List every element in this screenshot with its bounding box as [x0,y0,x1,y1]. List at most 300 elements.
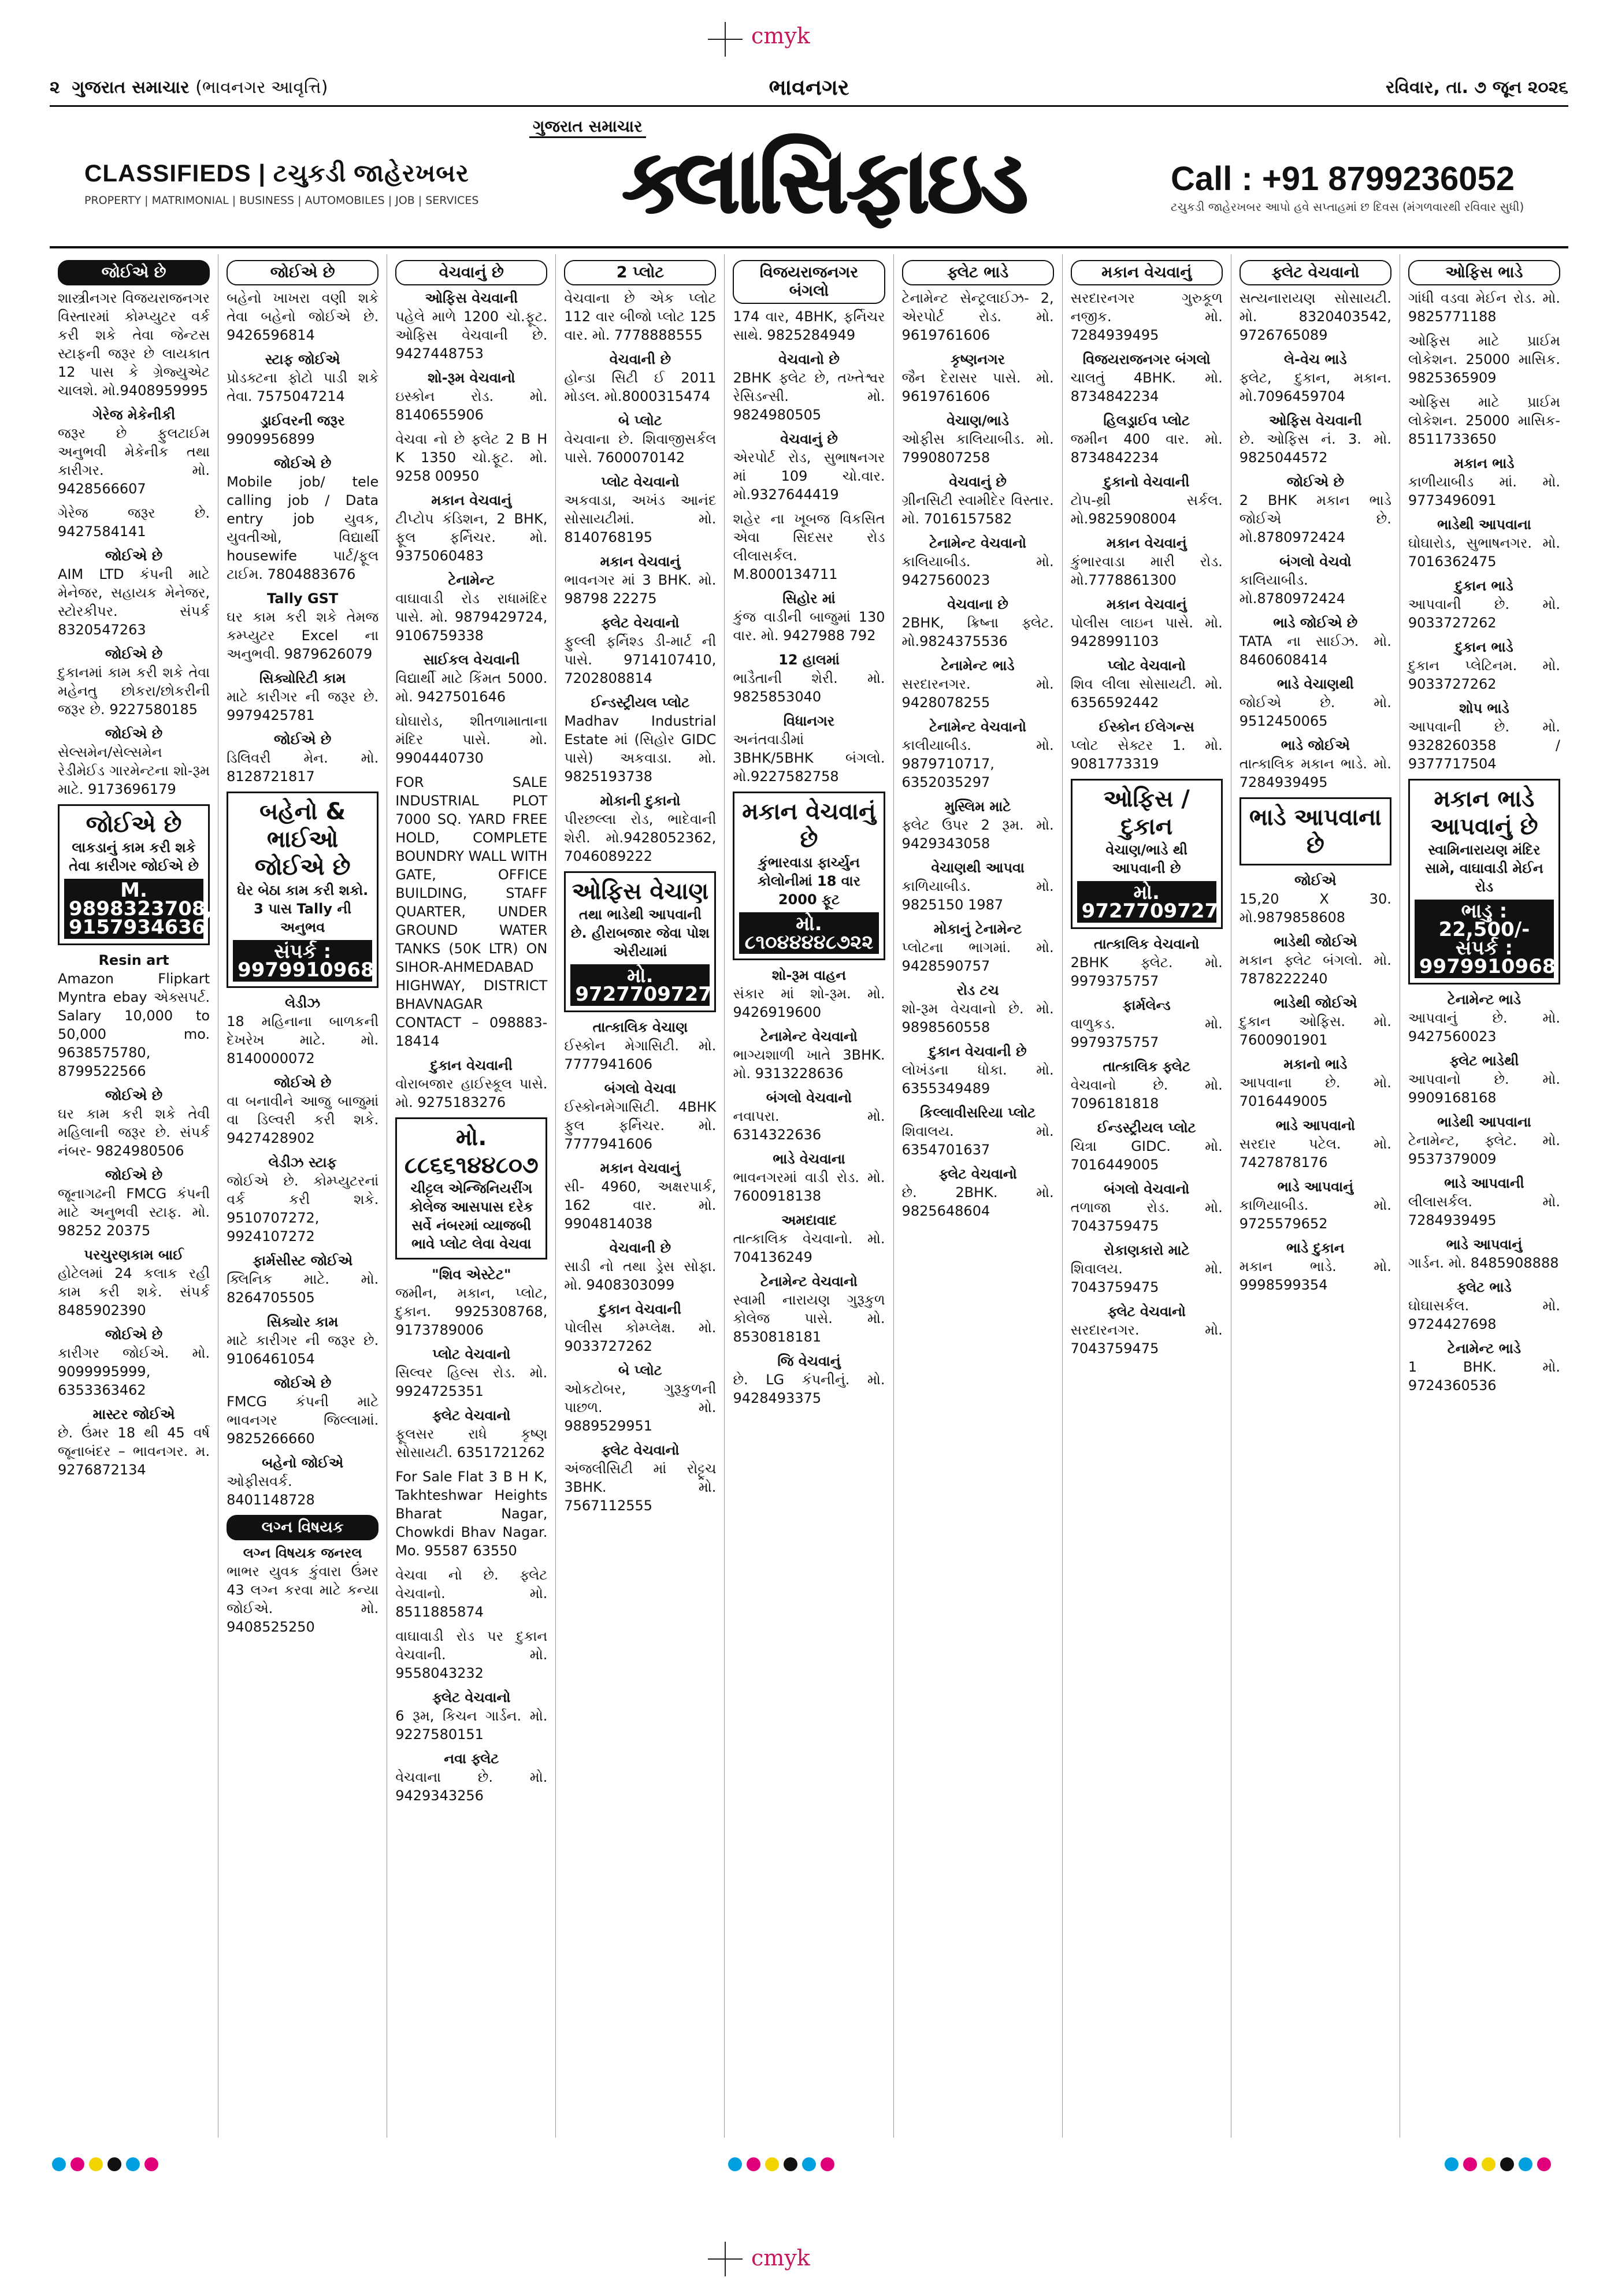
ad-heading: હિલડ્રાઈવ પ્લોટ [1103,413,1190,429]
classified-ad [1408,332,1560,387]
classified-ad [564,411,716,467]
ad-heading: વેચવાનું છે [780,431,838,447]
ad-heading: ઓફિસ વેચવાની [425,290,518,306]
ad-heading: વિધાનગર [783,713,835,729]
ad-text: For Sale Flat 3 B H K, Takhteshwar Heights Bharat Nagar, Chowkdi Bhav Nagar. Mo. 95587 63550 [395,1469,548,1559]
ad-heading: મુસ્લિમ માટે [944,798,1011,815]
classified-ad [902,473,1054,528]
classified-ad [733,307,885,344]
ad-text: ફૂલસર રાધે કૃષ્ણ સોસાયટી. 6351721262 [395,1426,548,1461]
ad-text: વાઘાવાડી રોડ પર દુકાન વેચવાની. મો. 9558043232 [395,1628,548,1681]
ad-heading: મોકાની દુકાનો [600,793,681,809]
ad-text: સેલ્સમેન/સેલ્સમેન રેડીમેઈડ ગારમેન્ટના શો-રૂમ માટે. 9173696179 [58,744,210,797]
ad-text: હોટેલમાં 24 કલાક રહી કામ કરી શકે. સંપર્ક 8485902390 [58,1265,210,1318]
ad-text: 9909956899 [227,431,315,447]
ad-heading: પ્લોટ વેચવાનો [601,474,680,490]
classified-ad [1240,1055,1391,1110]
ad-text: સરદારનગર. મો. 9428078255 [901,676,1054,711]
ad-heading: મોકાનું ટેનામેન્ટ [933,921,1022,937]
classified-ad [733,1211,885,1266]
classified-ad [564,792,716,865]
classified-ad [395,491,547,565]
ad-heading: સિહોર માં [782,590,836,607]
ad-text: પ્લોટ સેક્ટર 1. મો. 9081773319 [1070,737,1223,772]
ad-heading: ડ્રાઈવરની જરૂર [260,413,345,429]
ad-text: સત્યનારાયણ સોસાયટી. મો. 8320403542, 9726765089 [1239,290,1391,343]
classified-ad [733,1352,885,1407]
ad-text: વિદ્યાર્થી માટે કિંમત 5000. મો. 9427501646 [395,670,548,705]
ad-text: છે. 2BHK. મો. 9825648604 [901,1184,1054,1219]
ad-heading: દુકાન ભાડે [1455,578,1513,594]
ad-text: એરપોર્ટ રોડ, સુભાષનગર માં 109 ચો.વાર. મો.9327644419 [733,449,885,503]
classified-ad [1071,1302,1223,1358]
ad-text: છે. LG કંપનીનું. મો. 9428493375 [733,1372,885,1406]
ad-text: ઈસ્કોનમેગાસિટી. 4BHK ફુલ ફર્નિચર. મો. 7777941606 [564,1099,717,1152]
registration-dot [1519,2157,1532,2171]
classified-ad [902,350,1054,406]
ad-heading: મકાન ભાડે [1454,455,1515,471]
ad-text: ભાભર યુવક કુંવારા ઉંમર 43 લગ્ન કરવા માટે કન્યા જોઈએ. મો. 9408525250 [227,1563,379,1635]
classified-ad [1240,473,1391,547]
ad-heading: વિજયરાજનગર બંગલો [1082,351,1211,367]
ad-heading: દુકાન વેચવાની છે [929,1043,1027,1060]
ad-heading: ફ્લેટ વેચવાનો [601,1442,680,1458]
classified-ad [58,1405,210,1479]
classified-ad [902,920,1054,975]
ad-text: જોઈએ છે. મો. 9512450065 [1239,694,1391,729]
classified-ad [58,289,210,400]
registration-dot [1445,2157,1459,2171]
ad-text: ગાર્ડન. મો. 8485908888 [1408,1255,1559,1271]
ad-text: અનંતવાડીમાં 3BHK/5BHK બંગલો. મો.9227582758 [733,731,885,785]
classified-ad [395,289,547,363]
classified-ad [1240,994,1391,1049]
ad-heading: તાત્કાલિક વેચવાનો [1094,936,1200,952]
display-ad-text: વેચાણ/ભાડે થી આપવાની છે [1105,842,1188,876]
classified-ad [902,718,1054,792]
ad-heading: દુકાન ભાડે [1455,639,1513,655]
classified-ad [1408,454,1560,510]
ad-heading: 12 હાલમાં [778,652,840,668]
display-ad-box [58,804,213,945]
classified-ad [564,693,716,786]
ad-heading: Resin art [98,952,169,968]
ad-text: FOR SALE INDUSTRIAL PLOT 7000 SQ. YARD FREE HOLD, COMPLETE BOUNDRY WALL WITH GATE, OFFICE BUILDING, STAFF QUARTER, UNDER GROUND WATER TANKS (50K LTR) ON SIHOR-AHMEDABAD HIGHWAY, DISTRICT BHAVNAGAR CONTACT – 098883-18414 [395,774,548,1049]
ad-text: જૈન દેરાસર પાસે. મો. 9619761606 [901,370,1054,404]
classified-ad [902,411,1054,467]
classified-ad [1408,577,1560,632]
ad-heading: મકાન વેચવાનું [1106,596,1187,612]
ad-text: Mobile job/ tele calling job / Data entry job યુવક, યુવતીઓ, વિદ્યાર્થી housewife પાર્ટ/ફૂલ ટાઈમ. 7804883676 [227,474,379,582]
ad-text: સિલ્વર હિલ્સ રોડ. મો. 9924725351 [395,1365,548,1399]
classified-ad [1071,411,1223,467]
ad-text: Madhav Industrial Estate માં (સિહોર GIDC પાસે) અકવાડા. મો. 9825193738 [564,713,717,785]
ad-text: આપવાનો છે. મો. 9909168168 [1408,1071,1560,1106]
display-ad-box [395,1117,547,1260]
ad-heading: તાત્કાલિક વેચાણ [592,1019,688,1035]
classified-ad [564,1239,716,1294]
classified-ad [902,656,1054,712]
ad-heading: લેડીઝ સ્ટાફ [268,1154,337,1171]
ad-heading: મકાનો ભાડે [1283,1056,1348,1072]
ad-heading: માસ્ટર જોઈએ [92,1406,175,1422]
ad-text: 2BHK ફ્લેટ છે, તખ્તેશ્વર રેસિડન્સી. મો. 9824980505 [733,370,885,423]
ad-heading: ફ્લેટ વેચવાનો [432,1407,511,1424]
ad-text: 2 BHK મકાન ભાડે જોઈએ છે. મો.8780972424 [1239,492,1391,545]
ad-heading: ટેનામેન્ટ ભાડે [1447,1340,1521,1357]
ad-text: શિવાલય. મો. 6354701637 [901,1123,1054,1158]
ad-text: ટોપ-થ્રી સર્કલ. મો.9825908004 [1070,492,1223,527]
ad-text: ભાડૈતાની શેરી. મો. 9825853040 [733,670,885,705]
classified-ad [58,406,210,498]
ad-text: પ્રોડક્ટના ફોટો પાડી શકે તેવા. 7575047214 [227,370,379,404]
ad-text: લીલાસર્કલ. મો. 7284939495 [1408,1194,1560,1228]
ad-text: દુકાનમાં કામ કરી શકે તેવા મહેનતુ છોકરા/છોકરીની જરૂર છે. 9227580185 [58,664,210,718]
display-ad-title: બહેનો & ભાઈઓ જોઈએ છે [254,798,351,880]
display-ad-phone: મો. ૮૧૦૪૪૪૪૮૭૨૨ [739,912,878,954]
ad-text: કુંભારવાડા મારી રોડ. મો.7778861300 [1070,553,1223,588]
ad-text: ઘોઘાસર્કલ. મો. 9724427698 [1408,1298,1560,1332]
ad-heading: દુકાન વેચવાની [599,1301,681,1317]
classified-ad [1408,1235,1560,1272]
ad-text: કાળિયાબીડ. મો. 9825150 1987 [901,878,1054,913]
classified-ad [1071,473,1223,528]
ad-text: વેચવા નો છે ફ્લેટ 2 B H K 1350 ચો.ફૂટ. મો. 9258 00950 [395,431,548,484]
ad-text: ઈસ્કોન મેગાસિટી. મો. 7777941606 [564,1038,717,1072]
classified-ad [395,1627,547,1682]
ad-heading: મકાન વેચવાનું [1106,535,1187,551]
ad-heading: વેચવાનું છે [949,474,1007,490]
classified-ad [1240,736,1391,792]
ad-heading: શોપ ભાડે [1459,700,1509,716]
ad-heading: "શિવ એસ્ટેટ" [432,1266,511,1283]
classified-ad [1071,656,1223,712]
classified-ad [1071,718,1223,773]
column-header: મકાન વેચવાનું [1071,260,1223,285]
ad-text: હોન્ડા સિટી ઈ 2011 મોડલ. મો.8000315474 [564,370,717,404]
classified-ad [902,1165,1054,1220]
ad-text: જોઈએ છે. કોમ્પ્યુટરનાં વર્ક કરી શકે. 9510707272, 9924107272 [227,1173,379,1244]
column-4 [556,254,725,2138]
classified-ad [564,1441,716,1515]
ad-text: શિવ લીલા સોસાયટી. મો. 6356592442 [1070,676,1223,711]
ad-heading: રોકાણકારો માટે [1103,1242,1190,1258]
ad-heading: ભાડે આપવાનો [1275,1117,1356,1134]
ad-text: આપવાનું છે. મો. 9427560023 [1408,1010,1560,1045]
ad-text: ઘર કામ કરી શકે તેમજ કમ્પ્યુટર Excel ના અનુભવી. 9879626079 [227,609,379,662]
ad-text: ક્લિનિક માટે. મો. 8264705505 [227,1271,379,1306]
ad-heading: ટેનામેન્ટ ભાડે [941,657,1015,674]
ad-text: મકાન ફ્લેટ બંગલો. મો. 7878222240 [1239,952,1391,987]
display-ad-phone: M. 9898323708, 9157934636 [64,879,203,939]
ad-heading: સ્ટાફ જોઈએ [265,351,340,367]
classified-ad [58,1166,210,1240]
classified-ad [564,1079,716,1153]
ad-text: ફ્લેટ, દુકાન, મકાન. મો.7096459704 [1239,370,1391,404]
classified-ad [1071,996,1223,1052]
classified-ad [227,454,378,584]
ad-heading: જોઈએ છે [105,548,163,564]
call-number: Call : +91 8799236052 [1171,160,1515,198]
ad-text: ચિત્રા GIDC. મો. 7016449005 [1070,1138,1223,1173]
classified-columns [50,254,1568,2138]
classified-ad [1408,289,1560,326]
classified-ad [227,1313,378,1368]
ad-text: માટે કારીગર ની જરૂર છે. 9106461054 [227,1332,379,1367]
classified-ad [227,1153,378,1246]
ad-heading: ભાડે આપવાનું [1277,1179,1354,1195]
display-ad-phone: મો. 9727709727 [570,964,710,1006]
classified-ad [733,430,885,504]
classified-ad [564,350,716,406]
ad-text: આપવાની છે. મો. 9033727262 [1408,596,1560,631]
classified-ad [564,614,716,688]
ad-text: ભાગ્યશાળી ખાતે 3BHK. મો. 9313228636 [733,1047,885,1082]
classified-ad [1408,1113,1560,1168]
registration-dot [802,2157,816,2171]
classified-ad [395,1056,547,1112]
registration-dot [89,2157,103,2171]
registration-dot [70,2157,84,2171]
ad-text: ઓફીસ કાલિયાબીડ. મો. 7990807258 [901,431,1054,466]
ad-heading: લગ્ન વિષયક જનરલ [243,1545,362,1561]
display-ad-text: સ્વામિનારાયણ મંદિર સામે, વાઘાવાડી મેઈન રોડ [1425,842,1543,895]
column-header: ઓફિસ ભાડે [1408,260,1560,285]
column-1 [50,254,218,2138]
ad-text: FMCG કંપની માટે ભાવનગર જિલ્લામાં. 9825266660 [227,1394,379,1447]
ad-text: નવાપરા. મો. 6314322636 [733,1108,885,1143]
registration-dot [144,2157,158,2171]
classified-ad [227,1251,378,1307]
ad-heading: સિક્યોરિટી કામ [259,670,346,686]
ad-text: શાસ્ત્રીનગર વિજયરાજનગર વિસ્તારમાં કોમ્પ્યુટર વર્ક કરી શકે તેવા જેન્ટસ સ્ટાફની જરૂર છે લાયકાત 12 પાસ કે ગ્રેજ્યુએટ ચાલશે. મો.9408959995 [58,290,210,399]
classified-ad [733,510,885,584]
classified-ad [1071,534,1223,589]
display-ad-box [1071,779,1223,929]
classified-ad [227,1374,378,1448]
ad-heading: બહેનો જોઈએ [262,1455,344,1471]
ad-heading: વેચવાના છે [947,596,1008,612]
ad-heading: ભાડેથી જોઈએ [1274,934,1357,950]
registration-dot [765,2157,779,2171]
ad-heading: ભાડે વેચવાના [773,1151,845,1167]
ad-heading: ફ્લેટ વેચવાનો [938,1166,1017,1182]
classified-ad [1240,289,1391,344]
classified-ad [902,595,1054,651]
ad-heading: વેચાણ/ભાડે [947,413,1010,429]
ad-heading: ફ્લેટ વેચવાનો [1107,1303,1186,1320]
column-7 [1063,254,1231,2138]
classified-ad [395,1345,547,1400]
display-ad-title: મો. ૮૮૬૬૧૪૪૮૦૭ [404,1124,539,1179]
ad-text: TATA ના સાઈઝ. મો. 8460608414 [1239,633,1391,668]
ad-text: કાલીયાબીડ. મો. 9879710717, 6352035297 [901,737,1054,790]
ad-text: AIM LTD કંપની માટે મેનેજર, સહાયક મેનેજર, સ્ટોરકીપર. સંપર્ક 8320547263 [58,566,210,638]
column-header: ફ્લેટ વેચવાનો [1240,260,1391,285]
classified-ad [58,547,210,639]
classified-ad [227,1073,378,1147]
classified-ad [227,289,378,344]
ad-text: ડિલિવરી મેન. મો. 8128721817 [227,750,379,785]
display-ad-title: ભાડે આપવાના છે [1249,804,1382,859]
display-ad-title: જોઈએ છે [86,811,182,838]
ad-text: Amazon Flipkart Myntra ebay એક્સપર્ટ. Salary 10,000 to 50,000 mo. 9638575780, 8799522566 [58,971,210,1079]
ad-text: વેચવાનો છે. મો. 7096181818 [1070,1077,1223,1112]
categories-line: PROPERTY | MATRIMONIAL | BUSINESS | AUTOMOBILES | JOB | SERVICES [84,194,479,207]
ad-text: સરદારનગર. મો. 7043759475 [1070,1322,1223,1357]
ad-heading: જોઈએ છે [105,1167,163,1183]
ad-text: સી- 4960, અક્ષરપાર્ક, 162 વાર. મો. 9904814038 [564,1179,717,1232]
classified-ad [1240,1239,1391,1294]
ad-heading: વેચાણથી આપવા [931,860,1025,876]
classified-ad [1071,595,1223,651]
display-ad-box [1240,797,1391,865]
display-ad-box [733,792,885,960]
classified-ad [902,1042,1054,1098]
ad-text: પીરછલ્લા રોડ, ભાદેવાની શેરી. મો.9428052362, 7046089222 [564,811,717,864]
ad-text: 1 BHK. મો. 9724360536 [1408,1359,1560,1394]
ad-heading: ભાડે આપવાનું [1446,1236,1523,1253]
ad-heading: ભાડે વેચાણથી [1276,676,1354,692]
ad-heading: જોઈએ છે [105,646,163,662]
registration-mark-bottom [708,2242,743,2276]
ad-text: વાળુકડ. મો. 9979375757 [1070,1016,1223,1050]
classified-ad [1240,1116,1391,1172]
ad-text: શો-રૂમ વેચવાનો છે. મો. 9898560558 [901,1001,1054,1035]
issue-date: રવિવાર, તા. ૭ જૂન ૨૦૨૬ [1385,77,1568,98]
registration-dot [728,2157,742,2171]
ad-text: ભાવનગર માં 3 BHK. મો. 98798 22275 [564,572,717,607]
ad-text: કાળીયાબીડ માં. મો. 9773496091 [1408,474,1560,508]
classified-ad [902,289,1054,344]
ad-heading: ટેનામેન્ટ વેચવાનો [929,535,1027,551]
ad-heading: ભાડે જોઈએ [1281,737,1350,753]
ad-text: મકાન ભાડે. મો. 9998599354 [1239,1258,1391,1293]
ad-heading: જોઈએ છે [273,1375,332,1391]
classified-ad [564,552,716,608]
display-ad-box [564,871,716,1012]
classified-ad [1240,932,1391,988]
ad-heading: જિ વેચવાનું [777,1353,841,1369]
cmyk-label-top: cmyk [751,23,810,49]
ad-text: 6 રૂમ, કિચન ગાર્ડન. મો. 9227580151 [395,1708,548,1743]
ad-text: વા બનાવીને આજુ બાજુમાં વા ડિલ્વરી કરી શકે. 9427428902 [227,1093,379,1146]
ad-text: બહેનો ખાખરા વણી શકે તેવા બહેનો જોઈએ છે. 9426596814 [227,290,379,343]
classified-ad [1240,871,1391,927]
ad-heading: જોઈએ છે [273,455,332,471]
classified-ad [227,350,378,406]
ad-text: કુંજ વાડીની બાજુમાં 130 વાર. મો. 9427988 792 [733,609,885,644]
ad-heading: ફ્લેટ વેચવાનો [432,1689,511,1706]
classified-ad [227,1454,378,1509]
classified-ad [733,1088,885,1144]
ad-text: સ્વામી નારાયણ ગુરૂકુળ કોલેજ પાસે. મો. 8530818181 [733,1292,885,1345]
ad-heading: ટેનામેન્ટ વેચવાનો [760,1028,858,1045]
column-header: વિજયરાજનગર બંગલો [733,260,885,304]
classifieds-label: CLASSIFIEDS | ટચુકડી જાહેરખબર [84,159,469,187]
classified-ad [1071,1180,1223,1235]
ad-text: દુકાન પ્લેટિનમ. મો. 9033727262 [1408,657,1560,692]
ad-heading: ટેનામેન્ટ વેચવાનો [760,1273,858,1290]
ad-text: પોલીસ કોમ્પ્લેક્ષ. મો. 9033727262 [564,1320,717,1354]
ad-text: અંજલીસિટી માં રોટ્ટ્રચ 3BHK. મો. 7567112555 [564,1461,717,1514]
ad-heading: વેચવાની છે [609,1240,671,1256]
classified-ad [564,1018,716,1073]
ad-heading: ભાડેથી આપવાના [1437,1114,1531,1130]
ad-text: કાળિયાબીડ. મો. 9725579652 [1239,1197,1391,1232]
color-registration-dots-right [1445,2157,1551,2174]
page-info: ૨ ગુજરાત સમાચાર (ભાવનગર આવૃત્તિ) [50,77,328,98]
registration-dot [107,2157,121,2171]
ad-heading: Tally GST [267,590,339,607]
classified-ad [1240,614,1391,669]
ad-heading: બંગલો વેચવાનો [1104,1181,1190,1197]
display-ad-title: મકાન વેચવાનું છે [742,798,876,853]
ad-text: વોરાબજાર હાઈસ્કૂલ પાસે. મો. 9275183276 [395,1076,548,1110]
classified-ad [1408,1174,1560,1229]
classified-banner [50,113,1568,248]
ad-heading: ભાડેથી જોઈએ [1274,995,1357,1011]
ad-text: આપવાના છે. મો. 7016449005 [1239,1075,1391,1109]
ad-text: તાત્કાલિક વેચવાનો. મો. 704136249 [733,1231,885,1265]
classified-ad [1408,638,1560,693]
classified-ad [902,859,1054,914]
ad-heading: ફ્લેટ વેચવાનો [601,615,680,631]
ad-heading: મકાન વેચવાનું [431,492,512,508]
registration-dot [747,2157,760,2171]
ad-text: અકવાડા, અખંડ આનંદ સોસાયટીમાં. મો. 8140768195 [564,492,717,545]
ad-text: 2BHK ફ્લેટ. મો. 9979375757 [1070,954,1223,989]
ad-heading: સાઈકલ વેચવાની [423,652,520,668]
classified-ad [564,473,716,547]
classified-ad [58,725,210,798]
ad-heading: જોઈએ છે [105,726,163,742]
ad-text: સંકાર માં શો-રૂમ. મો. 9426919600 [733,986,885,1020]
ad-heading: ઈન્ડસ્ટ્રીયલ પ્લોટ [1097,1120,1196,1136]
ad-text: ઓફીસવર્ક. 8401148728 [227,1473,315,1508]
classified-ad [227,994,378,1068]
classified-ad [902,981,1054,1036]
ad-text: ફ્લેટ ઉપર 2 રૂમ. મો. 9429343058 [901,817,1054,852]
call-note: ટચુકડી જાહેરખબર આપો હવે સપ્તાહમાં છ દિવસ (મંગળવારથી રવિવાર સુધી) [1171,200,1524,214]
ad-heading: દુકાનો વેચવાની [1104,474,1190,490]
classified-ad [733,1150,885,1205]
column-header: જોઈએ છે [58,260,210,285]
ad-text: ઓફિસ માટે પ્રાઈમ લોકેશન. 25000 માસિક- 8511733650 [1408,394,1560,447]
ad-text: ગ્રીનસિટી સ્વામીદેર વિસ્તાર. મો. 7016157582 [901,492,1054,527]
ad-text: જરૂર છે ફુલટાઈમ અનુભવી મેકેનીક તથા કારીગર. મો. 9428566607 [58,425,210,497]
ad-text: વાઘાવાડી રોડ રાધામંદિર પાસે. મો. 9879429724, 9106759338 [395,590,548,644]
column-header: ફ્લેટ ભાડે [902,260,1054,285]
ad-heading: ઓફિસ વેચવાની [1269,413,1362,429]
registration-mark-top [708,22,743,57]
ad-text: કાલિયાબીડ. મો. 9427560023 [901,553,1054,588]
ad-text: તાત્કાલિક મકાન ભાડે. મો. 7284939495 [1239,756,1391,790]
display-ad-text: ચીટ્ટલ એન્જિનિયરીંગ કોલેજ આસપાસ દરેક સર્વે નંબરમાં વ્યાજબી ભાવે પ્લોટ લેવા વેચવા [409,1180,533,1252]
ad-text: લોખંડના ધોકા. મો. 6355349489 [901,1062,1054,1097]
ad-heading: બંગલો વેચવો [1279,553,1352,570]
registration-dot [1463,2157,1477,2171]
display-ad-text: તથા ભાડેથી આપવાની છે. હીરાબજાર જેવા પોશ એરીયામાં [570,906,710,960]
ad-text: વેચવાના છે. શિવાજીસર્કલ પાસે. 7600070142 [564,431,717,466]
color-registration-dots-left [52,2157,158,2174]
column-header: 2 પ્લોટ [564,260,716,285]
ad-heading: ભાડે આપવાની [1444,1175,1524,1191]
ad-text: પ્લોટના ભાગમાં. મો. 9428590757 [901,939,1054,974]
classified-ad [58,951,210,1080]
ad-heading: અમદાવાદ [781,1212,837,1228]
classified-ad [733,1027,885,1083]
